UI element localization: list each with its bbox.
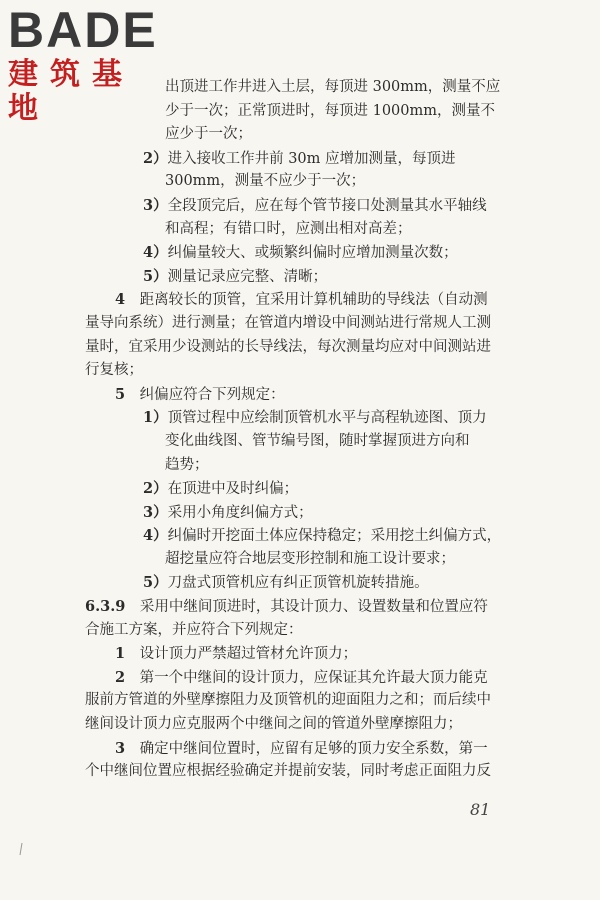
line-text: 纠偏应符合下列规定： xyxy=(139,386,285,403)
text-line xyxy=(85,100,515,124)
text-line xyxy=(85,642,515,666)
line-text: 测量记录应完整、清晰； xyxy=(167,268,328,285)
line-text: 量时，宜采用少设测站的长导线法，每次测量均应对中间测站进 xyxy=(85,338,491,355)
text-line xyxy=(85,312,515,336)
item-number: 3 xyxy=(115,739,140,757)
item-number: 5 xyxy=(115,385,140,403)
line-text: 在顶进中及时纠偏； xyxy=(167,481,299,498)
text-line xyxy=(85,524,515,548)
line-text: 应少于一次； xyxy=(165,126,252,143)
text-line xyxy=(85,265,515,289)
text-line xyxy=(85,548,515,572)
text-line xyxy=(85,218,515,242)
item-number: 5） xyxy=(143,574,168,592)
page-number: 81 xyxy=(470,800,491,819)
line-text: 出顶进工作井进入土层，每顶进 300mm，测量不应 xyxy=(165,79,501,95)
text-line xyxy=(85,406,515,430)
line-text: 和高程；有错口时，应测出相对高差； xyxy=(165,220,412,237)
text-line xyxy=(85,619,515,643)
item-number: 3） xyxy=(143,196,168,214)
line-text: 顶管过程中应绘制顶管机水平与高程轨迹图、顶力 xyxy=(167,410,487,427)
line-text: 服前方管道的外壁摩擦阻力及顶管机的迎面阻力之和；而后续中 xyxy=(85,692,491,709)
text-line xyxy=(85,194,515,218)
line-text: 行复核； xyxy=(85,362,143,379)
text-line xyxy=(85,288,515,312)
text-line xyxy=(85,147,515,171)
text-line xyxy=(85,359,515,383)
line-text: 超挖量应符合地层变形控制和施工设计要求； xyxy=(165,550,455,567)
text-line xyxy=(85,760,515,784)
line-text: 纠偏时开挖面土体应保持稳定；采用挖土纠偏方式， xyxy=(167,528,502,545)
line-text: 确定中继间位置时，应留有足够的顶力安全系数，第一 xyxy=(139,740,488,757)
line-text: 300mm，测量不应少于一次； xyxy=(165,173,366,190)
line-text: 采用中继间顶进时，其设计顶力、设置数量和位置应符 xyxy=(139,599,488,616)
text-line xyxy=(85,737,515,761)
text-line xyxy=(85,689,515,713)
text-line xyxy=(85,170,515,194)
text-line xyxy=(85,501,515,525)
item-number: 2） xyxy=(143,480,168,498)
item-number: 2） xyxy=(143,149,168,167)
line-text: 趋势； xyxy=(165,456,209,473)
line-text: 变化曲线图、管节编号图，随时掌握顶进方向和 xyxy=(165,432,470,449)
item-number: 6.3.9 xyxy=(85,598,140,616)
line-text: 合施工方案，并应符合下列规定： xyxy=(85,621,303,638)
line-text: 采用小角度纠偏方式； xyxy=(167,504,313,521)
text-line xyxy=(85,595,515,619)
text-line xyxy=(85,383,515,407)
text-line xyxy=(85,123,515,147)
line-text: 纠偏量较大、或频繁纠偏时应增加测量次数； xyxy=(167,245,458,262)
line-text: 距离较长的顶管，宜采用计算机辅助的导线法（自动测 xyxy=(139,292,488,309)
text-line xyxy=(85,477,515,501)
item-number: 1） xyxy=(143,409,168,427)
line-text: 刀盘式顶管机应有纠正顶管机旋转措施。 xyxy=(167,575,429,592)
item-number: 1 xyxy=(115,645,140,663)
line-text: 设计顶力严禁超过管材允许顶力； xyxy=(139,646,358,663)
scan-mark-icon xyxy=(18,842,24,856)
item-number: 4 xyxy=(115,291,140,309)
line-text: 少于一次；正常顶进时，每顶进 1000mm，测量不 xyxy=(165,102,496,119)
text-line xyxy=(85,571,515,595)
text-line xyxy=(85,713,515,737)
text-line xyxy=(85,454,515,478)
line-text: 个中继间位置应根据经验确定并提前安装，同时考虑正面阻力反 xyxy=(85,763,491,780)
item-number: 4） xyxy=(143,527,168,545)
text-line xyxy=(85,336,515,360)
text-line xyxy=(85,666,515,690)
text-line xyxy=(85,241,515,265)
item-number: 3） xyxy=(143,503,168,521)
item-number: 4） xyxy=(143,244,168,262)
line-text: 全段顶完后，应在每个管节接口处测量其水平轴线 xyxy=(167,197,487,214)
line-text: 继间设计顶力应克服两个中继间之间的管道外壁摩擦阻力； xyxy=(85,716,462,733)
document-body xyxy=(85,76,515,784)
item-number: 5） xyxy=(143,267,168,285)
line-text: 第一个中继间的设计顶力，应保证其允许最大顶力能克 xyxy=(139,669,488,686)
logo-subtitle: 建筑基地 xyxy=(8,57,134,126)
item-number: 2 xyxy=(115,668,140,686)
text-line xyxy=(85,430,515,454)
logo-wordmark: BADE xyxy=(8,2,158,58)
line-text: 进入接收工作井前 30m 应增加测量，每顶进 xyxy=(167,150,456,167)
text-line xyxy=(85,76,515,100)
line-text: 量导向系统）进行测量；在管道内增设中间测站进行常规人工测 xyxy=(85,314,491,331)
